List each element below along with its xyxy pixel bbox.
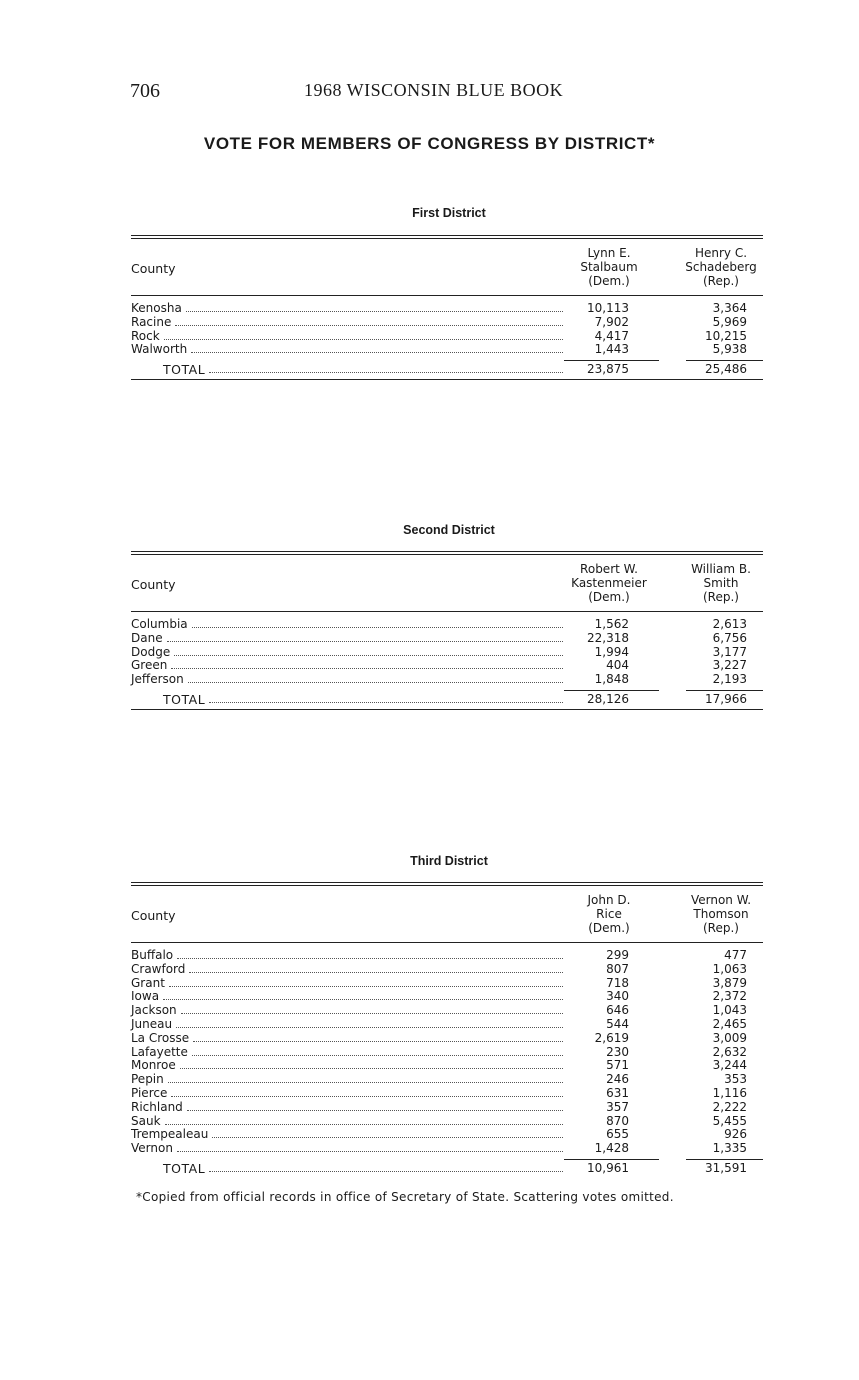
table-row: Dodge 1,994 3,177 xyxy=(131,644,747,659)
table-row: Juneau 544 2,465 xyxy=(131,1016,747,1031)
page-title: VOTE FOR MEMBERS OF CONGRESS BY DISTRICT* xyxy=(203,134,656,153)
table-header xyxy=(131,555,763,612)
candidate-dem-header: Lynn E. Stalbaum (Dem.) xyxy=(580,246,638,288)
table-row: Green 404 3,227 xyxy=(131,658,747,673)
running-title: 1968 WISCONSIN BLUE BOOK xyxy=(304,80,564,100)
total-row: TOTAL 10,961 31,591 xyxy=(163,1160,747,1176)
table-row: Dane 22,318 6,756 xyxy=(131,630,747,645)
table-row: Kenosha 10,113 3,364 xyxy=(131,301,747,315)
table-first-district xyxy=(131,235,763,380)
table-header xyxy=(131,239,763,296)
table-row: Pepin 246 353 xyxy=(131,1072,747,1087)
district-title-first: First District xyxy=(412,206,486,220)
candidate-rep-header: Vernon W. Thomson (Rep.) xyxy=(690,893,752,935)
table-row: Vernon 1,428 1,335 xyxy=(131,1141,747,1156)
county-column-header: County xyxy=(131,261,176,276)
table-row: Jefferson 1,848 2,193 xyxy=(131,672,747,687)
table-header xyxy=(131,886,763,943)
table-row: Iowa 340 2,372 xyxy=(131,989,747,1004)
table-row: Grant 718 3,879 xyxy=(131,975,747,990)
candidate-dem-header: John D. Rice (Dem.) xyxy=(587,893,631,935)
table-row: Columbia 1,562 2,613 xyxy=(131,617,747,631)
table-row: La Crosse 2,619 3,009 xyxy=(131,1030,747,1045)
table-row: Rock 4,417 10,215 xyxy=(131,328,747,343)
table-row: Racine 7,902 5,969 xyxy=(131,314,747,329)
page-number: 706 xyxy=(130,80,160,102)
candidate-dem-header: Robert W. Kastenmeier (Dem.) xyxy=(571,562,647,604)
table-row: Jackson 646 1,043 xyxy=(131,1003,747,1018)
table-row: Pierce 631 1,116 xyxy=(131,1085,747,1100)
table-row: Monroe 571 3,244 xyxy=(131,1058,747,1073)
table-row: Lafayette 230 2,632 xyxy=(131,1044,747,1059)
candidate-rep-header: William B. Smith (Rep.) xyxy=(691,562,751,604)
candidate-rep-header: Henry C. Schadeberg (Rep.) xyxy=(685,246,757,288)
table-third-district xyxy=(131,882,763,1176)
table-row: Walworth 1,443 5,938 xyxy=(131,342,747,357)
total-row: TOTAL 28,126 17,966 xyxy=(163,691,747,707)
table-row: Buffalo 299 477 xyxy=(131,948,747,962)
county-column-header: County xyxy=(131,577,176,592)
table-row: Trempealeau 655 926 xyxy=(131,1127,747,1142)
district-title-second: Second District xyxy=(403,523,495,537)
county-column-header: County xyxy=(131,908,176,923)
table-row: Richland 357 2,222 xyxy=(131,1099,747,1114)
table-second-district xyxy=(131,551,763,710)
table-row: Sauk 870 5,455 xyxy=(131,1113,747,1128)
district-title-third: Third District xyxy=(410,854,488,868)
footnote: *Copied from official records in office of Secretary of State. Scattering votes omitted. xyxy=(136,1190,674,1204)
total-row: TOTAL 23,875 25,486 xyxy=(163,362,747,378)
table-row: Crawford 807 1,063 xyxy=(131,961,747,976)
